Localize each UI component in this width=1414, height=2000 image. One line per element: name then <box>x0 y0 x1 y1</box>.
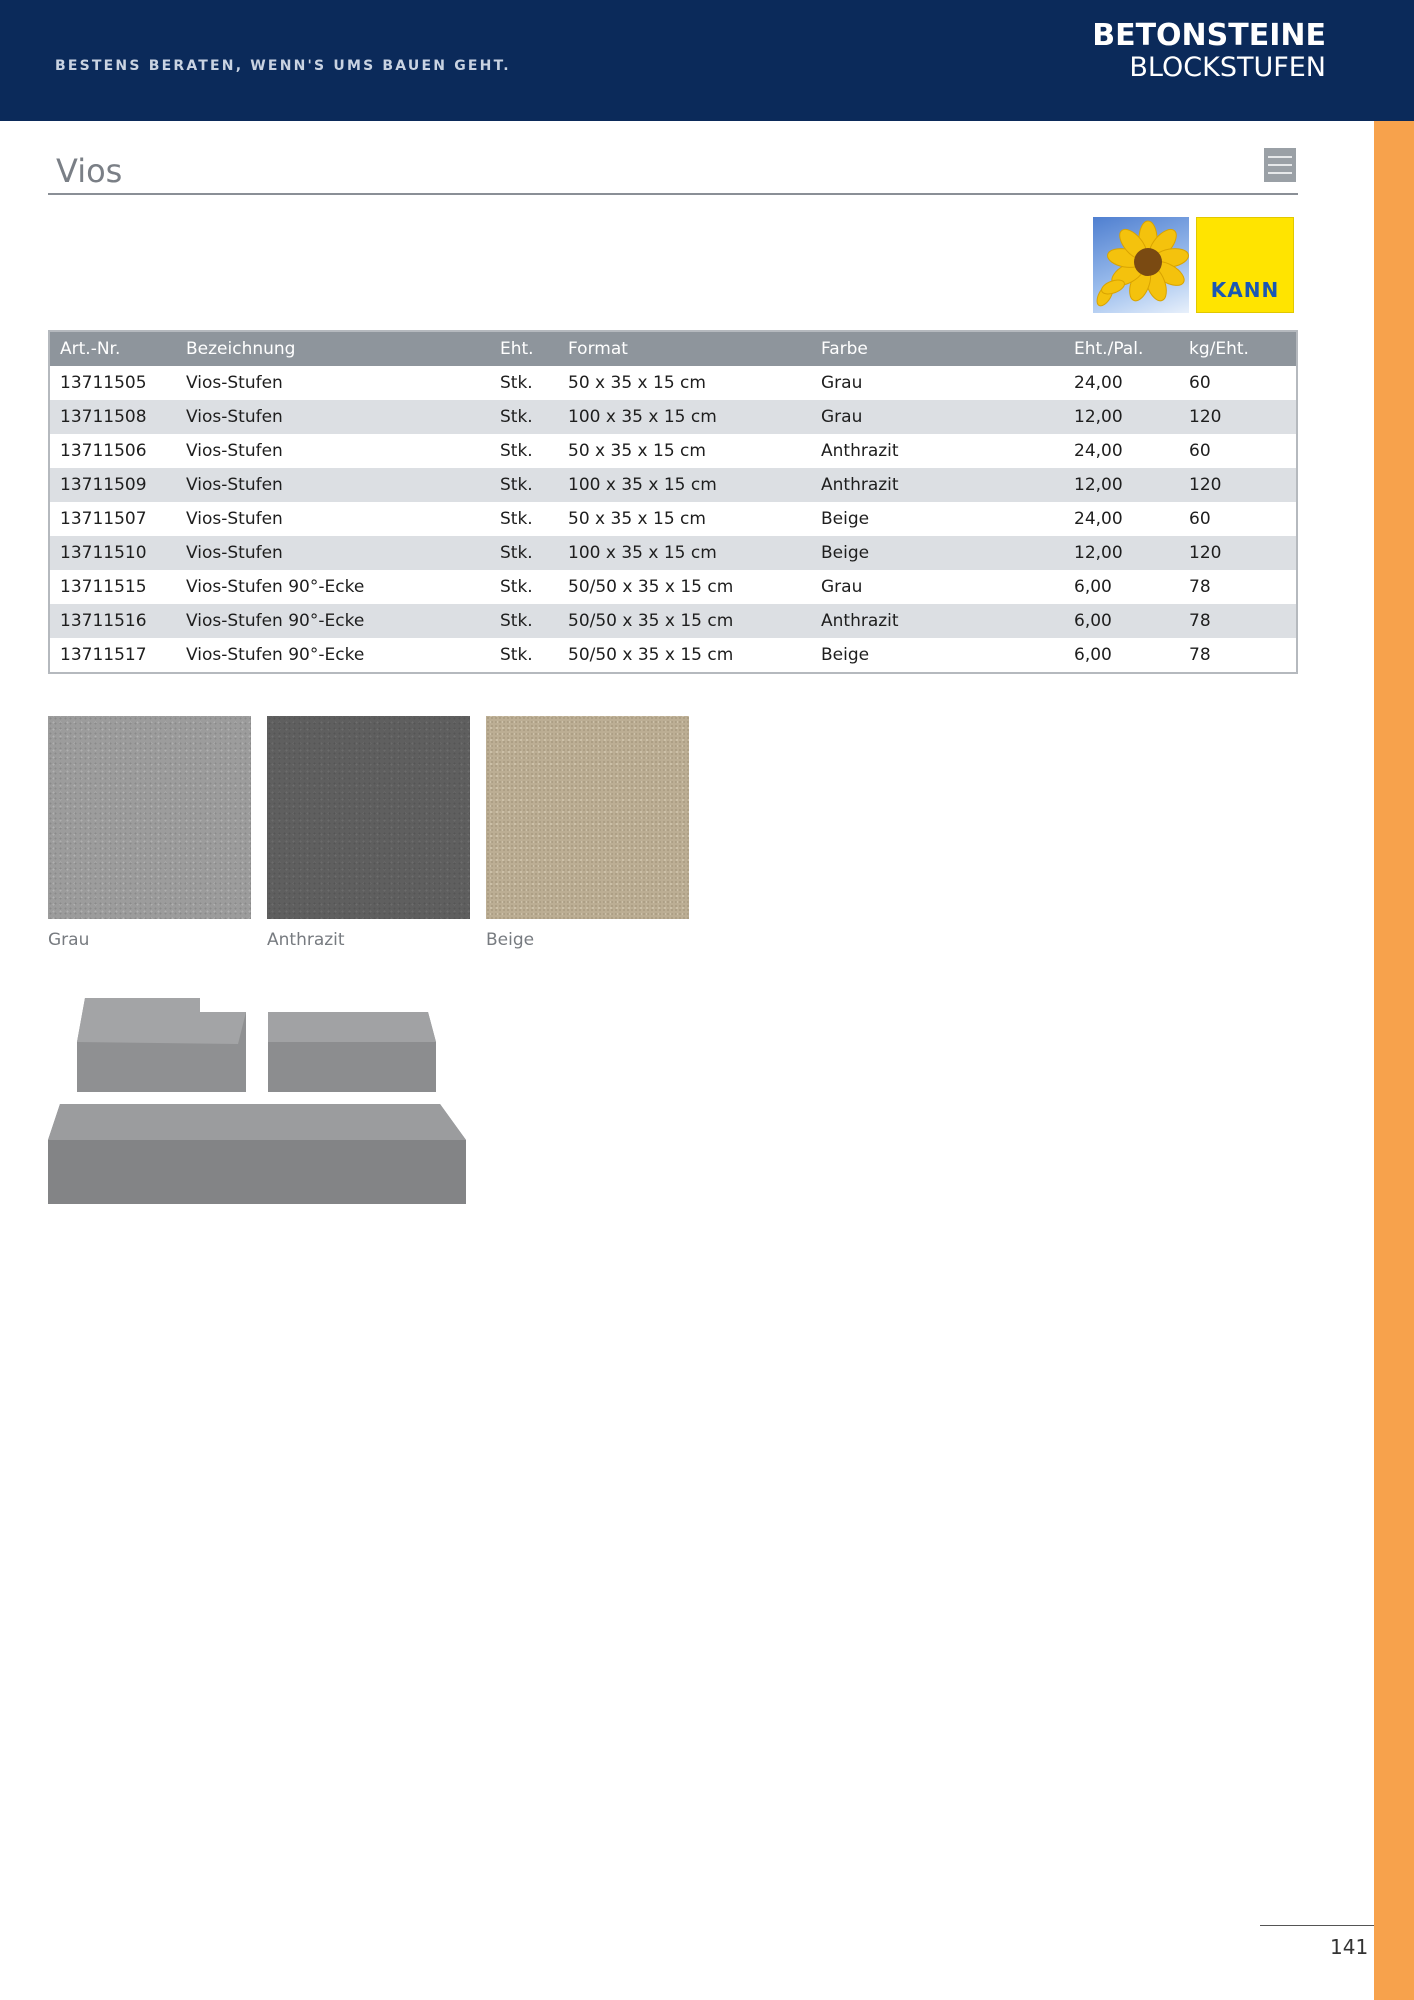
cell-farbe: Anthrazit <box>811 604 1064 638</box>
cell-format: 100 x 35 x 15 cm <box>558 400 811 434</box>
cell-bezeichnung: Vios-Stufen 90°-Ecke <box>186 645 365 665</box>
cell-eht-pal: 24,00 <box>1074 441 1123 461</box>
table-row <box>49 502 1297 536</box>
sunflower-icon <box>1093 217 1189 313</box>
cell-format: 50 x 35 x 15 cm <box>568 441 706 461</box>
steps-product-illustration <box>40 990 480 1220</box>
cell-format: 50/50 x 35 x 15 cm <box>568 645 734 665</box>
swatch-label-grau: Grau <box>48 930 90 950</box>
cell-bezeichnung: Vios-Stufen <box>176 400 490 434</box>
cell-eht-pal: 24,00 <box>1074 509 1123 529</box>
cell-eht-pal: 12,00 <box>1064 536 1179 570</box>
column-header: Eht. <box>490 331 558 366</box>
cell-art-nr: 13711508 <box>49 400 176 434</box>
cell-kg-eht: 120 <box>1179 468 1297 502</box>
table-row <box>49 366 1297 400</box>
cell-farbe: Beige <box>811 536 1064 570</box>
cell-eht-pal: 6,00 <box>1064 604 1179 638</box>
cell-format: 50 x 35 x 15 cm <box>568 373 706 393</box>
cell-art-nr: 13711517 <box>60 645 147 665</box>
cell-kg-eht: 78 <box>1189 645 1211 665</box>
cell-eht-pal: 12,00 <box>1064 400 1179 434</box>
cell-farbe: Grau <box>811 400 1064 434</box>
cell-eht-pal: 12,00 <box>1064 468 1179 502</box>
table-row <box>49 638 1297 673</box>
column-header: Bezeichnung <box>176 331 490 366</box>
product-title: Vios <box>56 152 123 190</box>
footer-divider <box>1260 1925 1374 1926</box>
kann-logo-text: KANN <box>1210 278 1280 302</box>
cell-kg-eht: 120 <box>1179 400 1297 434</box>
cell-kg-eht: 60 <box>1189 373 1211 393</box>
cell-art-nr: 13711510 <box>49 536 176 570</box>
column-header: Farbe <box>811 331 1064 366</box>
cell-format: 50/50 x 35 x 15 cm <box>558 604 811 638</box>
cell-format: 100 x 35 x 15 cm <box>558 536 811 570</box>
swatch-label-anthrazit: Anthrazit <box>267 930 345 950</box>
page-number: 141 <box>1330 1935 1369 1959</box>
cell-eht: Stk. <box>500 441 533 461</box>
cell-farbe: Grau <box>821 373 863 393</box>
cell-eht-pal: 24,00 <box>1074 373 1123 393</box>
table-row <box>49 434 1297 468</box>
sunflower-logo <box>1093 217 1189 313</box>
cell-kg-eht: 60 <box>1189 441 1211 461</box>
cell-format: 50 x 35 x 15 cm <box>568 509 706 529</box>
cell-bezeichnung: Vios-Stufen <box>176 468 490 502</box>
product-table <box>48 330 1298 674</box>
category-title: BETONSTEINE <box>1092 18 1326 53</box>
cell-eht: Stk. <box>500 373 533 393</box>
cell-eht: Stk. <box>490 536 558 570</box>
kann-logo <box>1196 217 1294 313</box>
cell-bezeichnung: Vios-Stufen <box>176 536 490 570</box>
page-header <box>0 0 1414 121</box>
cell-eht-pal: 6,00 <box>1074 645 1112 665</box>
title-divider <box>48 193 1298 195</box>
column-header: Format <box>558 331 811 366</box>
cell-kg-eht: 78 <box>1179 604 1297 638</box>
column-header: kg/Eht. <box>1179 331 1297 366</box>
cell-farbe: Beige <box>821 645 870 665</box>
table-row <box>49 400 1297 434</box>
cell-kg-eht: 120 <box>1179 536 1297 570</box>
cell-kg-eht: 60 <box>1189 509 1211 529</box>
swatch-label-beige: Beige <box>486 930 535 950</box>
cell-eht: Stk. <box>490 400 558 434</box>
column-header: Eht./Pal. <box>1064 331 1179 366</box>
side-accent-bar <box>1374 121 1414 2000</box>
cell-farbe: Anthrazit <box>811 468 1064 502</box>
cell-eht: Stk. <box>490 604 558 638</box>
cell-art-nr: 13711515 <box>60 577 147 597</box>
table-header-row <box>49 331 1297 366</box>
steps-icon <box>1264 148 1296 182</box>
cell-art-nr: 13711516 <box>49 604 176 638</box>
cell-kg-eht: 78 <box>1189 577 1211 597</box>
column-header: Art.-Nr. <box>49 331 176 366</box>
cell-eht: Stk. <box>500 577 533 597</box>
table-row <box>49 604 1297 638</box>
header-tagline: BESTENS BERATEN, WENN'S UMS BAUEN GEHT. <box>55 58 511 74</box>
cell-art-nr: 13711506 <box>60 441 147 461</box>
cell-art-nr: 13711509 <box>49 468 176 502</box>
cell-eht-pal: 6,00 <box>1074 577 1112 597</box>
cell-eht: Stk. <box>500 509 533 529</box>
table-row <box>49 536 1297 570</box>
table-row <box>49 570 1297 604</box>
swatch-anthrazit <box>267 716 470 919</box>
cell-art-nr: 13711505 <box>60 373 147 393</box>
subcategory-title: BLOCKSTUFEN <box>1129 52 1326 83</box>
swatch-beige <box>486 716 689 919</box>
cell-bezeichnung: Vios-Stufen 90°-Ecke <box>176 604 490 638</box>
cell-eht: Stk. <box>490 468 558 502</box>
cell-eht: Stk. <box>500 645 533 665</box>
cell-bezeichnung: Vios-Stufen <box>186 509 283 529</box>
swatch-grau <box>48 716 251 919</box>
table-row <box>49 468 1297 502</box>
cell-farbe: Grau <box>821 577 863 597</box>
cell-bezeichnung: Vios-Stufen <box>186 441 283 461</box>
cell-farbe: Anthrazit <box>821 441 899 461</box>
cell-bezeichnung: Vios-Stufen <box>186 373 283 393</box>
cell-farbe: Beige <box>821 509 870 529</box>
cell-art-nr: 13711507 <box>60 509 147 529</box>
cell-format: 100 x 35 x 15 cm <box>558 468 811 502</box>
cell-bezeichnung: Vios-Stufen 90°-Ecke <box>186 577 365 597</box>
cell-format: 50/50 x 35 x 15 cm <box>568 577 734 597</box>
